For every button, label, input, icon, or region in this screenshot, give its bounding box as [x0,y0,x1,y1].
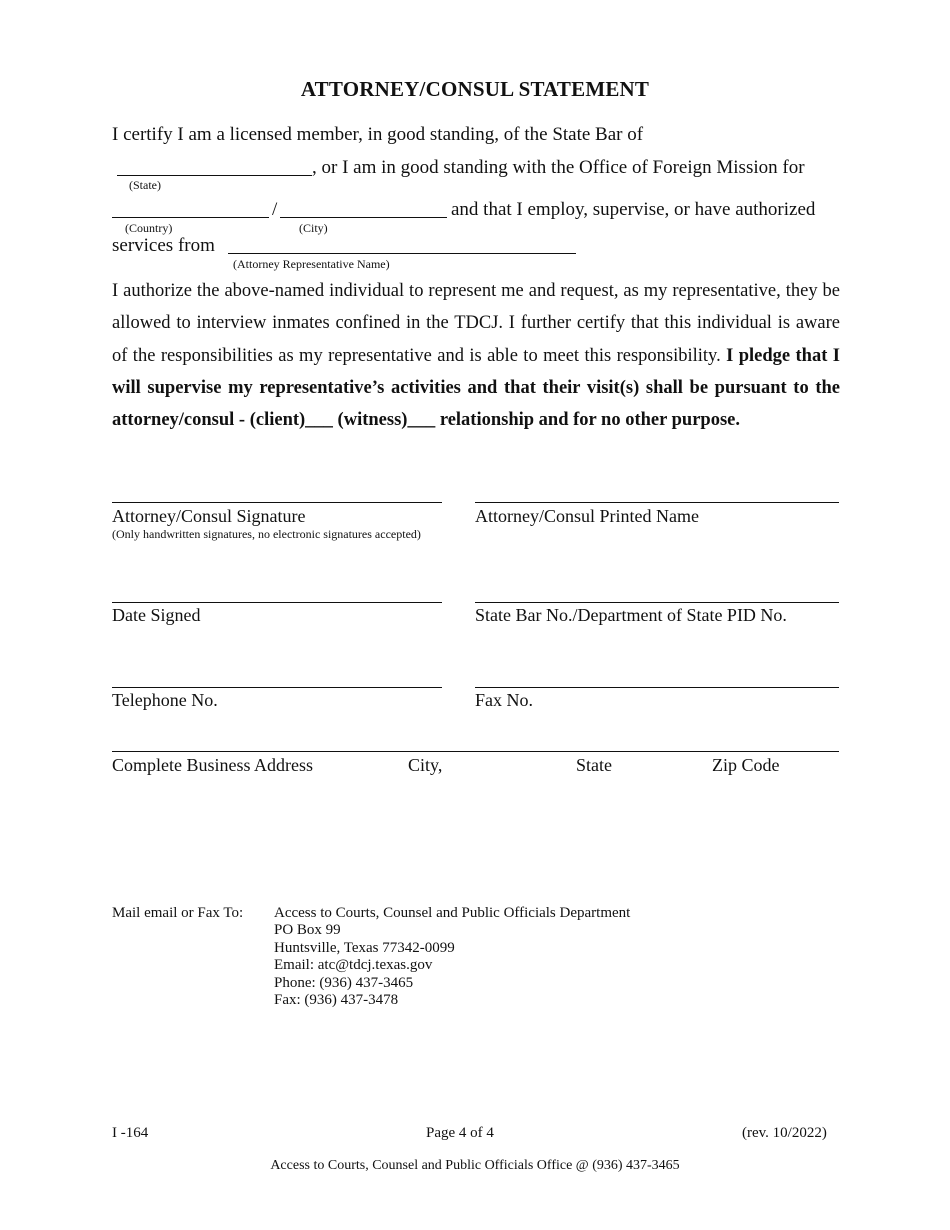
mail-label: Mail email or Fax To: [112,905,244,921]
page-number: Page 4 of 4 [426,1125,494,1141]
certify-line-3: and that I employ, supervise, or have authorized [451,199,816,220]
fax-field[interactable] [475,687,839,688]
mail-address-block [274,905,630,1009]
page-title: ATTORNEY/CONSUL STATEMENT [300,77,650,101]
business-address-field[interactable] [112,751,839,752]
mail-department: Access to Courts, Counsel and Public Officials Department [274,905,631,921]
telephone-field[interactable] [112,687,442,688]
services-from-label: services from [112,235,215,256]
printed-name-field[interactable] [475,502,839,503]
state-field[interactable] [117,175,312,176]
state-label: (State) [129,178,161,192]
slash-separator: / [272,199,278,220]
date-signed-field[interactable] [112,602,442,603]
footer-office: Access to Courts, Counsel and Public Officials Office @ (936) 437-3465 [270,1158,680,1173]
bar-no-label: State Bar No./Department of State PID No. [475,605,787,625]
mail-fax: Fax: (936) 437-3478 [274,992,399,1009]
country-label: (Country) [125,221,173,235]
signature-note: (Only handwritten signatures, no electronic signatures accepted) [112,527,421,541]
mail-city-zip: Huntsville, Texas 77342-0099 [274,939,455,956]
form-number: I -164 [112,1125,149,1141]
telephone-label: Telephone No. [112,690,218,710]
city-column-label: City, [408,755,443,775]
state-column-label: State [576,755,612,775]
certify-line-2: , or I am in good standing with the Office of Foreign Mission for [312,157,805,178]
date-signed-label: Date Signed [112,605,201,625]
business-address-label: Complete Business Address [112,755,313,775]
revision-date: (rev. 10/2022) [742,1125,827,1141]
rep-name-label: (Attorney Representative Name) [233,257,390,271]
mail-po-box: PO Box 99 [274,922,341,939]
pledge-text: I pledge that I will supervise my representative’s activities and that their visit(s) shall be pursuant to the attorney/consul - (client)___ (witness)___ relationship and for no other purpose. [112,345,840,431]
authorize-text: I authorize the above-named individual to represent me and request, as my representative, they be allowed to interview inmates confined in the TDCJ. I further certify that this individual is aware of the responsibilities as my representative and is able to meet this responsibility. [112,281,840,366]
printed-name-label: Attorney/Consul Printed Name [475,506,699,526]
city-label: (City) [299,221,328,235]
zip-column-label: Zip Code [712,755,780,775]
rep-name-field[interactable] [228,253,576,254]
mail-phone: Phone: (936) 437-3465 [274,974,414,991]
bar-no-field[interactable] [475,602,839,603]
city-field[interactable] [280,217,447,218]
fax-label: Fax No. [475,690,533,710]
country-field[interactable] [112,217,269,218]
certify-line-1: I certify I am a licensed member, in good standing, of the State Bar of [112,124,644,145]
authorize-paragraph [112,275,840,436]
signature-label: Attorney/Consul Signature [112,506,306,526]
signature-field[interactable] [112,502,442,503]
mail-email: Email: atc@tdcj.texas.gov [274,957,433,974]
